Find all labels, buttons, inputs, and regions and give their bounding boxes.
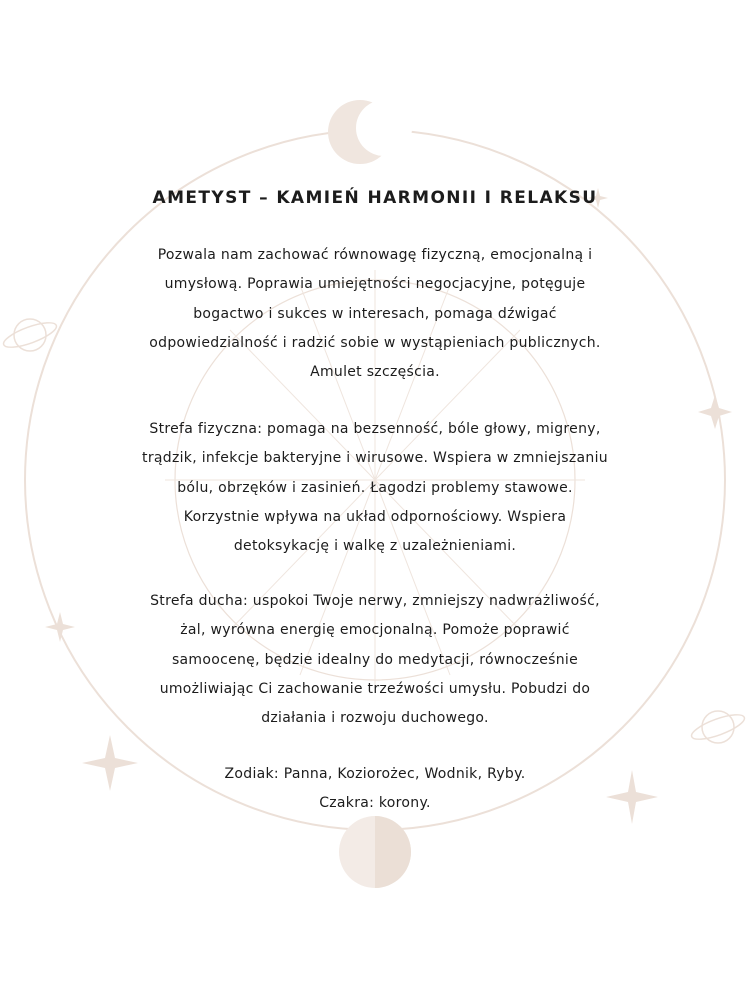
text-line: odpowiedzialność i radzić sobie w wystąpieniach publicznych. [149,334,601,351]
zodiac-paragraph [20,760,730,819]
text-line: detoksykację i walkę z uzależnieniami. [233,538,517,555]
text-line: umożliwiając Ci zachowanie trzeźwości umysłu. Pobudzi do [159,680,591,697]
text-line: trądzik, infekcje bakteryjne i wirusowe. Wspiera w zmniejszaniu [142,450,608,467]
text-line: Strefa ducha: uspokoi Twoje nerwy, zmniejszy nadwrażliwość, [150,593,600,609]
text-line: bólu, obrzęków i zasinień. Łagodzi problemy stawowe. [177,479,573,496]
text-line: bogactwo i sukces w interesach, pomaga dźwigać [193,305,557,322]
intro-paragraph [20,241,730,387]
spirit-paragraph [20,587,730,733]
text-line: Korzystnie wpływa na układ odpornościowy. Wspiera [183,508,567,525]
top-moon-icon [328,100,412,164]
bottom-moon-icon [339,816,411,888]
page-title: AMETYST – KAMIEŃ HARMONII I RELAKSU [152,188,598,208]
text-line: żal, wyrówna energię emocjonalną. Pomoże poprawić [180,622,570,639]
zodiac-line: Zodiak: Panna, Koziorożec, Wodnik, Ryby. [224,766,526,782]
text-line: działania i rozwoju duchowego. [261,710,489,727]
text-line: Strefa fizyczna: pomaga na bezsenność, bóle głowy, migreny, [149,421,601,437]
text-line: Amulet szczęścia. [310,364,440,381]
text-line: umysłową. Poprawia umiejętności negocjacyjne, potęguje [164,276,586,293]
text-line: samoocenę, będzie idealny do medytacji, równocześnie [171,651,579,668]
text-line: Pozwala nam zachować równowagę fizyczną, emocjonalną i [157,247,593,263]
physical-paragraph [20,415,730,561]
chakra-line: Czakra: korony. [319,795,431,812]
